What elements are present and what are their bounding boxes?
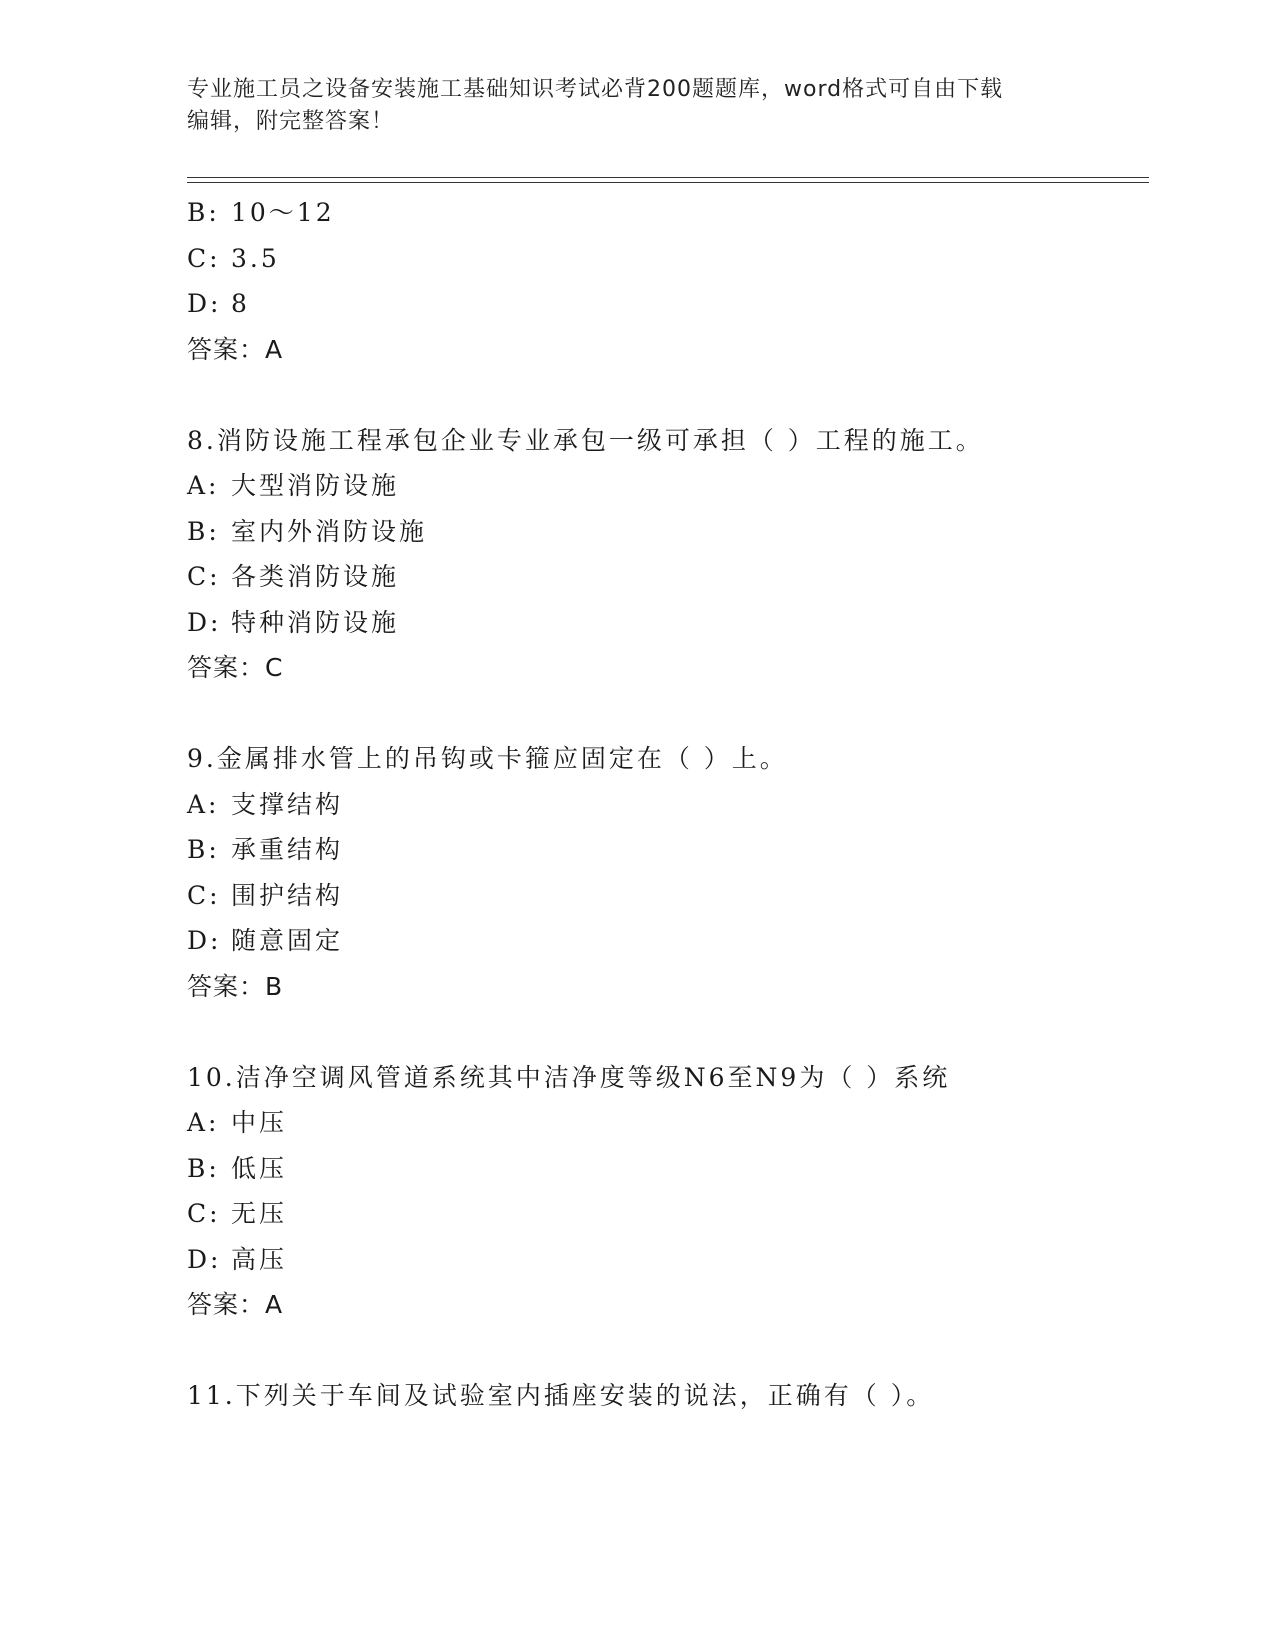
spacer [187,691,1149,737]
option-text: 围护结构 [231,880,344,910]
option-letter: C: [187,243,221,273]
option-letter: B: [187,198,220,227]
option-line [187,782,1149,828]
option-line [187,236,1149,282]
answer-line: 答案：C [187,653,284,682]
option-letter: A: [187,1108,220,1137]
option-text: 大型消防设施 [231,471,400,500]
option-letter: C: [187,880,221,910]
spacer [187,372,1149,418]
option-text: 无压 [231,1199,288,1228]
answer-line: 答案：A [187,1290,284,1319]
option-text: 各类消防设施 [231,562,400,591]
question-stem: 10.洁净空调风管道系统其中洁净度等级N6至N9为（ ）系统 [187,1062,951,1092]
option-line [187,600,1149,646]
option-line [187,1146,1149,1192]
option-text: 8 [231,289,250,318]
option-text: 室内外消防设施 [231,516,428,546]
option-letter: A: [187,471,220,500]
option-letter: B: [187,516,220,546]
option-line [187,509,1149,555]
spacer [187,1009,1149,1055]
option-line [187,1237,1149,1283]
question-content [187,190,1149,1419]
option-letter: C: [187,1199,221,1228]
header-title-line-2: 编辑，附完整答案！ [187,109,395,134]
option-letter: B: [187,1153,220,1183]
option-letter: D: [187,926,222,955]
option-letter: D: [187,607,222,637]
option-text: 高压 [231,1244,288,1274]
option-text: 随意固定 [231,926,344,955]
option-text: 承重结构 [231,835,344,864]
option-text: 10～12 [231,198,335,227]
option-letter: B: [187,835,220,864]
option-line [187,554,1149,600]
option-line [187,918,1149,964]
header-divider-bottom [187,182,1149,183]
document-header [187,74,1067,138]
option-line [187,1191,1149,1237]
option-line [187,463,1149,509]
question-stem: 9.金属排水管上的吊钩或卡箍应固定在（ ）上。 [187,744,788,773]
question-stem: 11.下列关于车间及试验室内插座安装的说法，正确有（ ）。 [187,1381,935,1410]
spacer [187,1328,1149,1374]
header-divider-top [187,177,1149,178]
option-line [187,873,1149,919]
answer-line: 答案：B [187,971,284,1001]
option-text: 特种消防设施 [231,607,400,637]
option-text: 低压 [231,1153,288,1183]
option-letter: D: [187,289,222,318]
option-text: 支撑结构 [231,789,344,819]
option-line [187,1100,1149,1146]
header-title-line-1: 专业施工员之设备安装施工基础知识考试必背200题题库，word格式可自由下载 [187,77,1004,102]
option-letter: A: [187,789,220,819]
question-stem: 8.消防设施工程承包企业专业承包一级可承担（ ）工程的施工。 [187,425,984,455]
option-text: 中压 [231,1108,288,1137]
option-letter: C: [187,562,221,591]
option-line [187,827,1149,873]
answer-line: 答案：A [187,334,284,364]
option-text: 3.5 [231,243,280,273]
option-line [187,190,1149,236]
option-line [187,281,1149,327]
option-letter: D: [187,1244,222,1274]
